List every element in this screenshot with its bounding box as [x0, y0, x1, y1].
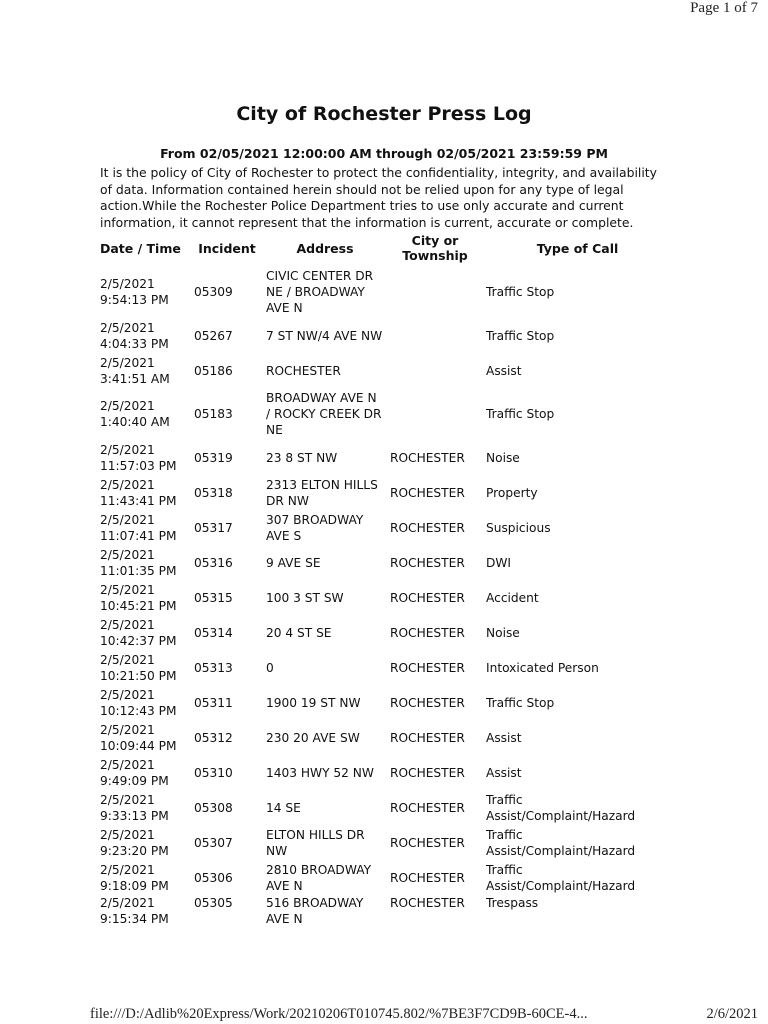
incident-cell: 05318: [194, 485, 233, 500]
time-text: 10:09:44 PM: [100, 738, 177, 753]
incident-cell: 05305: [194, 896, 233, 910]
date-text: 2/5/2021: [100, 757, 155, 772]
type-cell: Property: [486, 485, 538, 500]
incident-cell: 05316: [194, 555, 233, 570]
address-cell: 7 ST NW/4 AVE NW: [266, 328, 383, 343]
date-time-cell: [97, 755, 191, 790]
type-cell: Suspicious: [486, 520, 551, 535]
time-text: 11:01:35 PM: [100, 563, 177, 578]
incident-cell: 05186: [194, 363, 233, 378]
incident-cell: 05183: [194, 407, 233, 421]
type-cell: Traffic Stop: [486, 695, 555, 710]
incident-cell: 05306: [194, 870, 233, 885]
type-cell: DWI: [486, 555, 512, 570]
table-row: [97, 720, 672, 755]
type-cell: Traffic Assist/Complaint/Hazard: [486, 792, 636, 823]
city-cell: ROCHESTER: [390, 625, 465, 640]
address-cell: 14 SE: [266, 800, 301, 815]
address-cell: 2810 BROADWAY AVE N: [266, 862, 372, 893]
policy-disclaimer: It is the policy of City of Rochester to protect the confidentiality, integrity, and availability of data. Information contained herein should not be relied upon for any type of legal action.While the Rochester Police Department tries to use only accurate and current information, it cannot represent that the information is current, accurate or complete.: [100, 165, 657, 230]
incident-cell: 05311: [194, 695, 233, 710]
date-time-cell: [97, 720, 191, 755]
date-text: 2/5/2021: [100, 442, 155, 457]
date-text: 2/5/2021: [100, 827, 155, 842]
time-text: 9:54:13 PM: [100, 293, 169, 307]
city-cell: ROCHESTER: [390, 590, 465, 605]
date-text: 2/5/2021: [100, 582, 155, 597]
incident-cell: 05308: [194, 800, 233, 815]
date-time-cell: [97, 353, 191, 388]
address-cell: 2313 ELTON HILLS DR NW: [266, 477, 378, 508]
table-row: [97, 545, 672, 580]
address-cell: ELTON HILLS DR NW: [266, 827, 365, 858]
table-row: [97, 353, 672, 388]
city-cell: ROCHESTER: [390, 870, 465, 885]
date-text: 2/5/2021: [100, 792, 155, 807]
header-city: City or Township: [402, 233, 468, 263]
file-path-link[interactable]: file:///D:/Adlib%20Express/Work/20210206T010745.802/%7BE3F7CD9B-60CE-4...: [90, 1006, 588, 1022]
incident-cell: 05312: [194, 730, 233, 745]
type-cell: Assist: [486, 730, 522, 745]
date-text: 2/5/2021: [100, 896, 155, 910]
time-text: 9:23:20 PM: [100, 843, 169, 858]
type-cell: Assist: [486, 765, 522, 780]
time-text: 11:43:41 PM: [100, 493, 177, 508]
table-row: [97, 685, 672, 720]
type-cell: Traffic Assist/Complaint/Hazard: [486, 862, 636, 893]
table-row: [97, 440, 672, 475]
address-cell: 20 4 ST SE: [266, 625, 332, 640]
incident-cell: 05307: [194, 835, 233, 850]
incident-cell: 05314: [194, 625, 233, 640]
incident-cell: 05319: [194, 450, 233, 465]
date-text: 2/5/2021: [100, 399, 155, 413]
address-cell: 1900 19 ST NW: [266, 695, 361, 710]
time-text: 10:45:21 PM: [100, 598, 177, 613]
date-time-cell: [97, 318, 191, 353]
time-text: 10:42:37 PM: [100, 633, 177, 648]
date-text: 2/5/2021: [100, 652, 155, 667]
date-time-cell: [97, 895, 191, 930]
type-cell: Intoxicated Person: [486, 660, 599, 675]
date-time-cell: [97, 266, 191, 318]
address-cell: 230 20 AVE SW: [266, 730, 360, 745]
city-cell: ROCHESTER: [390, 730, 465, 745]
header-type: Type of Call: [536, 240, 619, 256]
page-number: Page 1 of 7: [690, 0, 758, 16]
time-text: 9:18:09 PM: [100, 878, 169, 893]
city-cell: ROCHESTER: [390, 660, 465, 675]
address-cell: 100 3 ST SW: [266, 590, 344, 605]
city-cell: [387, 266, 483, 318]
time-text: 9:49:09 PM: [100, 773, 169, 788]
time-text: 10:21:50 PM: [100, 668, 177, 683]
city-cell: ROCHESTER: [390, 765, 465, 780]
type-cell: Traffic Stop: [486, 407, 555, 421]
address-cell: 0: [266, 660, 274, 675]
time-text: 4:04:33 PM: [100, 336, 169, 351]
print-date: 2/6/2021: [706, 1006, 758, 1022]
type-cell: Assist: [486, 363, 522, 378]
header-incident: Incident: [198, 240, 256, 256]
city-cell: ROCHESTER: [390, 896, 465, 910]
address-cell: CIVIC CENTER DR NE / BROADWAY AVE N: [266, 269, 374, 315]
date-time-cell: [97, 825, 191, 860]
time-text: 9:15:34 PM: [100, 912, 169, 926]
date-time-cell: [97, 790, 191, 825]
date-time-cell: [97, 388, 191, 440]
city-cell: [387, 318, 483, 353]
header-date-time: Date / Time: [100, 240, 181, 256]
table-row: [97, 860, 672, 895]
type-cell: Trespass: [486, 896, 539, 910]
table-row: [97, 755, 672, 790]
table-row: [97, 510, 672, 545]
type-cell: Noise: [486, 625, 520, 640]
city-cell: [387, 353, 483, 388]
date-range: From 02/05/2021 12:00:00 AM through 02/05/2021 23:59:59 PM: [160, 146, 608, 161]
header-address: Address: [296, 240, 354, 256]
date-text: 2/5/2021: [100, 862, 155, 877]
press-log-table: [97, 230, 672, 930]
table-row: [97, 266, 672, 318]
table-row: [97, 790, 672, 825]
date-text: 2/5/2021: [100, 617, 155, 632]
city-cell: ROCHESTER: [390, 485, 465, 500]
table-row: [97, 895, 672, 930]
table-row: [97, 825, 672, 860]
type-cell: Accident: [486, 590, 539, 605]
address-cell: BROADWAY AVE N / ROCKY CREEK DR NE: [266, 391, 382, 437]
city-cell: ROCHESTER: [390, 835, 465, 850]
type-cell: Traffic Assist/Complaint/Hazard: [486, 827, 636, 858]
date-text: 2/5/2021: [100, 547, 155, 562]
date-time-cell: [97, 685, 191, 720]
page-title: City of Rochester Press Log: [236, 103, 532, 125]
city-cell: ROCHESTER: [390, 450, 465, 465]
time-text: 9:33:13 PM: [100, 808, 169, 823]
table-row: [97, 650, 672, 685]
address-cell: 1403 HWY 52 NW: [266, 765, 374, 780]
date-text: 2/5/2021: [100, 512, 155, 527]
date-text: 2/5/2021: [100, 355, 155, 370]
date-text: 2/5/2021: [100, 320, 155, 335]
address-cell: ROCHESTER: [266, 363, 341, 378]
incident-cell: 05313: [194, 660, 233, 675]
type-cell: Noise: [486, 450, 520, 465]
address-cell: 23 8 ST NW: [266, 450, 338, 465]
incident-cell: 05315: [194, 590, 233, 605]
city-cell: ROCHESTER: [390, 520, 465, 535]
date-time-cell: [97, 510, 191, 545]
incident-cell: 05317: [194, 520, 233, 535]
date-time-cell: [97, 580, 191, 615]
time-text: 11:57:03 PM: [100, 458, 177, 473]
incident-cell: 05267: [194, 328, 233, 343]
table-row: [97, 475, 672, 510]
city-cell: ROCHESTER: [390, 555, 465, 570]
type-cell: Traffic Stop: [486, 328, 555, 343]
date-time-cell: [97, 475, 191, 510]
city-cell: ROCHESTER: [390, 695, 465, 710]
date-time-cell: [97, 860, 191, 895]
table-header-row: [97, 230, 672, 266]
type-cell: Traffic Stop: [486, 285, 555, 299]
time-text: 10:12:43 PM: [100, 703, 177, 718]
address-cell: 307 BROADWAY AVE S: [266, 512, 364, 543]
date-time-cell: [97, 545, 191, 580]
date-text: 2/5/2021: [100, 722, 155, 737]
date-time-cell: [97, 615, 191, 650]
table-row: [97, 580, 672, 615]
time-text: 3:41:51 AM: [100, 371, 170, 386]
incident-cell: 05310: [194, 765, 233, 780]
address-cell: 516 BROADWAY AVE N: [266, 896, 364, 926]
incident-cell: 05309: [194, 285, 233, 299]
time-text: 11:07:41 PM: [100, 528, 177, 543]
table-row: [97, 388, 672, 440]
date-text: 2/5/2021: [100, 277, 155, 291]
time-text: 1:40:40 AM: [100, 415, 170, 429]
date-time-cell: [97, 440, 191, 475]
city-cell: ROCHESTER: [390, 800, 465, 815]
date-time-cell: [97, 650, 191, 685]
city-cell: [387, 388, 483, 440]
table-row: [97, 615, 672, 650]
date-text: 2/5/2021: [100, 687, 155, 702]
table-row: [97, 318, 672, 353]
address-cell: 9 AVE SE: [266, 555, 321, 570]
date-text: 2/5/2021: [100, 477, 155, 492]
